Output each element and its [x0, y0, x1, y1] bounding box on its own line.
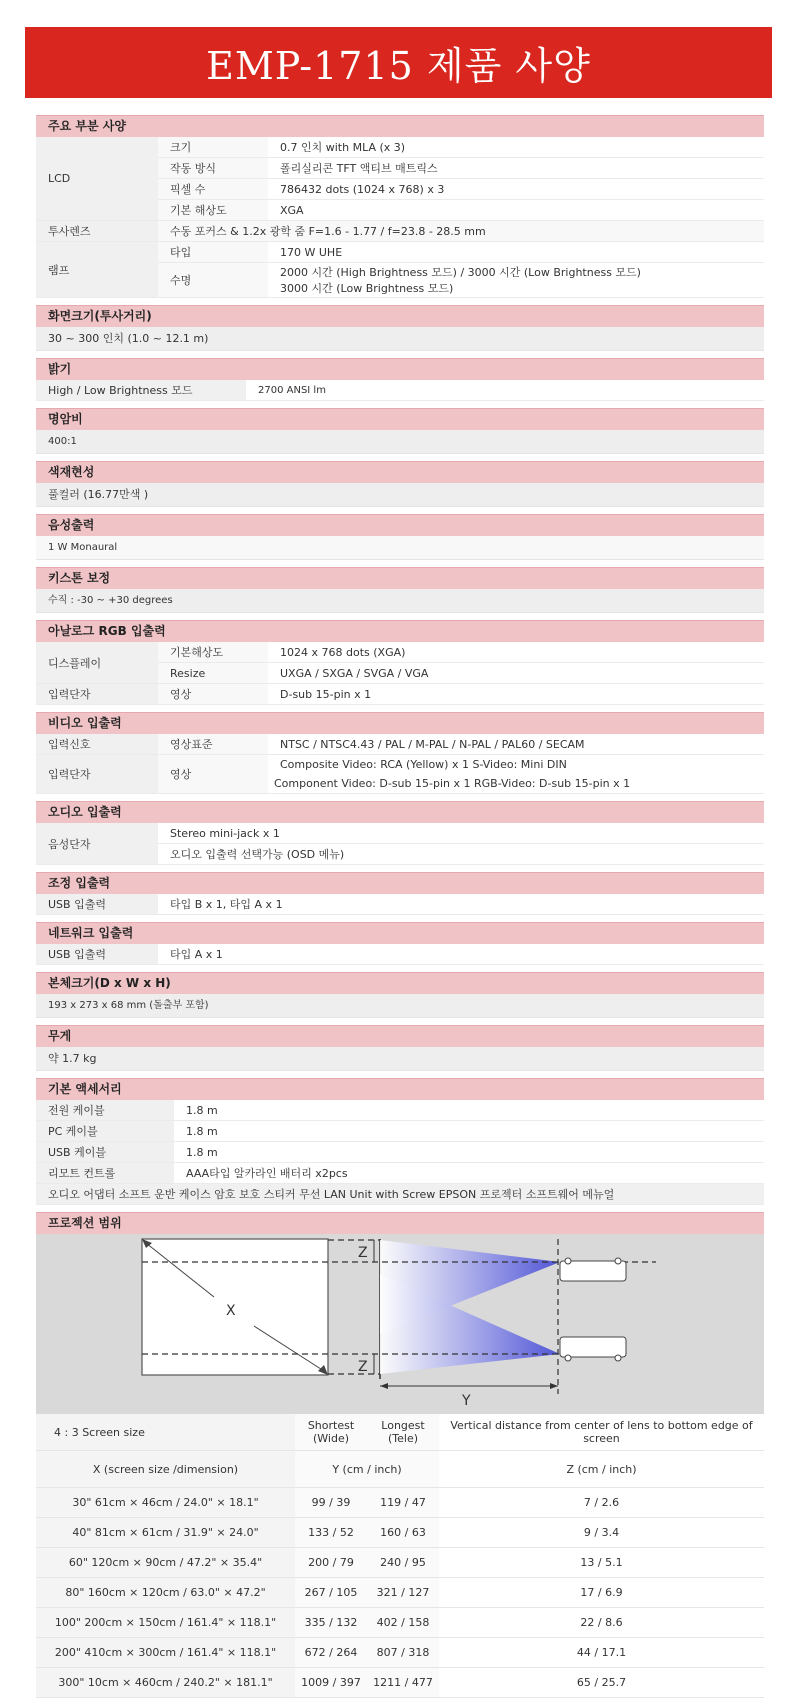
spec-value: 170 W UHE — [268, 242, 764, 263]
spec-key: 영상 — [158, 755, 268, 794]
spec-value: D-sub 15-pin x 1 — [268, 684, 764, 705]
cell-short: 133 / 52 — [295, 1518, 367, 1548]
table-row — [36, 1488, 764, 1518]
audio-in-table — [36, 823, 764, 865]
cell-z: 17 / 6.9 — [439, 1578, 764, 1608]
spec-key: USB 입출력 — [36, 944, 158, 965]
cell-z: 9 / 3.4 — [439, 1518, 764, 1548]
network-table — [36, 944, 764, 965]
cell-x: 60" 120cm × 90cm / 47.2" × 35.4" — [36, 1548, 295, 1578]
page-title: EMP-1715 제품 사양 — [25, 27, 772, 98]
lcd-label: LCD — [36, 137, 158, 221]
cell-x: 40" 81cm × 61cm / 31.9" × 24.0" — [36, 1518, 295, 1548]
subheader-x: X (screen size /dimension) — [36, 1451, 295, 1488]
spec-value: 0.7 인치 with MLA (x 3) — [268, 137, 764, 158]
spec-value: 오디오 입출력 선택가능 (OSD 메뉴) — [158, 844, 764, 865]
cell-long: 119 / 47 — [367, 1488, 439, 1518]
cell-long: 1211 / 477 — [367, 1668, 439, 1698]
section-audio-in-header: 오디오 입출력 — [36, 801, 764, 823]
spec-key: 픽셀 수 — [158, 179, 268, 200]
header-screen-size: 4 : 3 Screen size — [36, 1414, 295, 1451]
color-value: 풀컬러 (16.77만색 ) — [36, 483, 764, 507]
audio-jack-label: 음성단자 — [36, 823, 158, 865]
cell-z: 44 / 17.1 — [439, 1638, 764, 1668]
spec-value: 1024 x 768 dots (XGA) — [268, 642, 764, 663]
spec-key: 전원 케이블 — [36, 1100, 174, 1121]
table-row — [36, 1608, 764, 1638]
cell-x: 200" 410cm × 300cm / 161.4" × 118.1" — [36, 1638, 295, 1668]
section-accessory-header: 기본 액세서리 — [36, 1078, 764, 1100]
spec-key: 영상표준 — [158, 734, 268, 755]
section-size-header: 본체크기(D x W x H) — [36, 972, 764, 994]
cell-long: 240 / 95 — [367, 1548, 439, 1578]
spec-key: 리모트 컨트롤 — [36, 1163, 174, 1184]
lens-label: 투사렌즈 — [36, 221, 158, 242]
spec-key: High / Low Brightness 모드 — [36, 380, 246, 401]
spec-value: 2700 ANSI lm — [246, 380, 764, 401]
section-analog-header: 아날로그 RGB 입출력 — [36, 620, 764, 642]
projector-bottom — [560, 1337, 626, 1357]
cell-short: 267 / 105 — [295, 1578, 367, 1608]
keystone-value: 수직 : -30 ~ +30 degrees — [36, 589, 764, 613]
subheader-z: Z (cm / inch) — [439, 1451, 764, 1488]
spec-key: PC 케이블 — [36, 1121, 174, 1142]
label-x: X — [226, 1303, 236, 1319]
spec-value: AAA타입 알카라인 배터리 x2pcs — [174, 1163, 764, 1184]
spec-key: USB 입출력 — [36, 894, 158, 915]
size-value: 193 x 273 x 68 mm (돌출부 포함) — [36, 994, 764, 1018]
section-weight-header: 무게 — [36, 1025, 764, 1047]
lamp-life-value — [268, 263, 764, 298]
lamp-label: 램프 — [36, 242, 158, 298]
projector-top — [560, 1261, 626, 1281]
cell-x: 100" 200cm × 150cm / 161.4" × 118.1" — [36, 1608, 295, 1638]
section-keystone-header: 키스톤 보정 — [36, 567, 764, 589]
spec-value: 786432 dots (1024 x 768) x 3 — [268, 179, 764, 200]
section-range-header: 프로젝션 범위 — [36, 1212, 764, 1234]
display-label: 디스플레이 — [36, 642, 158, 684]
label-y: Y — [462, 1393, 471, 1409]
cell-x: 80" 160cm × 120cm / 63.0" × 47.2" — [36, 1578, 295, 1608]
cell-long: 160 / 63 — [367, 1518, 439, 1548]
video-table — [36, 734, 764, 794]
lamp-life-line-2: 3000 시간 (Low Brightness 모드) — [280, 282, 454, 295]
spec-key: 수명 — [158, 263, 268, 298]
spec-key: 기본 해상도 — [158, 200, 268, 221]
screen-value: 30 ~ 300 인치 (1.0 ~ 12.1 m) — [36, 327, 764, 351]
input-label: 입력단자 — [36, 684, 158, 705]
spec-value: 1.8 m — [174, 1100, 764, 1121]
cell-short: 335 / 132 — [295, 1608, 367, 1638]
brightness-table — [36, 380, 764, 401]
section-main-header: 주요 부분 사양 — [36, 115, 764, 137]
spec-value: 1.8 m — [174, 1121, 764, 1142]
header-longest: Longest (Tele) — [367, 1414, 439, 1451]
input-label: 입력단자 — [36, 755, 158, 794]
section-control-header: 조정 입출력 — [36, 872, 764, 894]
spec-key: Resize — [158, 663, 268, 684]
table-row — [36, 1668, 764, 1698]
cell-z: 65 / 25.7 — [439, 1668, 764, 1698]
spec-value: 타입 A x 1 — [158, 944, 764, 965]
section-video-header: 비디오 입출력 — [36, 712, 764, 734]
spec-key: USB 케이블 — [36, 1142, 174, 1163]
main-spec-table — [36, 137, 764, 298]
spec-value: 타입 B x 1, 타입 A x 1 — [158, 894, 764, 915]
spec-key: 영상 — [158, 684, 268, 705]
table-row — [36, 1578, 764, 1608]
spec-value: Stereo mini-jack x 1 — [158, 823, 764, 844]
spec-value: 폴리실리콘 TFT 액티브 매트릭스 — [268, 158, 764, 179]
cell-short: 1009 / 397 — [295, 1668, 367, 1698]
accessory-table — [36, 1100, 764, 1205]
subheader-y: Y (cm / inch) — [295, 1451, 439, 1488]
lamp-life-line-1: 2000 시간 (High Brightness 모드) / 3000 시간 (Low Brightness 모드) — [280, 266, 641, 279]
control-table — [36, 894, 764, 915]
section-brightness-header: 밝기 — [36, 358, 764, 380]
table-row — [36, 1548, 764, 1578]
section-contrast-header: 명암비 — [36, 408, 764, 430]
header-shortest: Shortest (Wide) — [295, 1414, 367, 1451]
spec-value: UXGA / SXGA / SVGA / VGA — [268, 663, 764, 684]
weight-value: 약 1.7 kg — [36, 1047, 764, 1071]
spec-value: 1.8 m — [174, 1142, 764, 1163]
cell-long: 807 / 318 — [367, 1638, 439, 1668]
video-input-value — [268, 755, 764, 794]
section-audio-out-header: 음성출력 — [36, 514, 764, 536]
spec-sheet — [36, 115, 764, 1698]
contrast-value: 400:1 — [36, 430, 764, 454]
video-input-line-1: Composite Video: RCA (Yellow) x 1 S-Video: Mini DIN — [280, 758, 567, 771]
table-row — [36, 1638, 764, 1668]
header-vertical: Vertical distance from center of lens to bottom edge of screen — [439, 1414, 764, 1451]
cell-z: 13 / 5.1 — [439, 1548, 764, 1578]
lens-value: 수동 포커스 & 1.2x 광학 줌 F=1.6 - 1.77 / f=23.8 - 28.5 mm — [158, 221, 764, 242]
table-row — [36, 1518, 764, 1548]
projection-diagram-svg — [36, 1234, 764, 1414]
cell-long: 402 / 158 — [367, 1608, 439, 1638]
section-network-header: 네트워크 입출력 — [36, 922, 764, 944]
cell-short: 200 / 79 — [295, 1548, 367, 1578]
spec-value: NTSC / NTSC4.43 / PAL / M-PAL / N-PAL / PAL60 / SECAM — [268, 734, 764, 755]
section-color-header: 색재현성 — [36, 461, 764, 483]
cell-x: 30" 61cm × 46cm / 24.0" × 18.1" — [36, 1488, 295, 1518]
spec-key: 타입 — [158, 242, 268, 263]
video-input-line-2: Component Video: D-sub 15-pin x 1 RGB-Video: D-sub 15-pin x 1 — [274, 777, 631, 790]
cell-long: 321 / 127 — [367, 1578, 439, 1608]
spec-value: XGA — [268, 200, 764, 221]
accessory-extra: 오디오 어댑터 소프트 운반 케이스 암호 보호 스티커 무선 LAN Unit with Screw EPSON 프로젝터 소프트웨어 메뉴얼 — [36, 1184, 764, 1205]
cell-z: 7 / 2.6 — [439, 1488, 764, 1518]
cell-z: 22 / 8.6 — [439, 1608, 764, 1638]
section-screen-header: 화면크기(투사거리) — [36, 305, 764, 327]
signal-label: 입력신호 — [36, 734, 158, 755]
projection-diagram — [36, 1234, 764, 1414]
spec-key: 기본해상도 — [158, 642, 268, 663]
cell-short: 99 / 39 — [295, 1488, 367, 1518]
spec-key: 작동 방식 — [158, 158, 268, 179]
analog-table — [36, 642, 764, 705]
audio-out-value: 1 W Monaural — [36, 536, 764, 560]
cell-x: 300" 10cm × 460cm / 240.2" × 181.1" — [36, 1668, 295, 1698]
projection-table — [36, 1414, 764, 1698]
spec-key: 크기 — [158, 137, 268, 158]
label-z-bottom: Z — [358, 1359, 368, 1375]
label-z-top: Z — [358, 1245, 368, 1261]
cell-short: 672 / 264 — [295, 1638, 367, 1668]
